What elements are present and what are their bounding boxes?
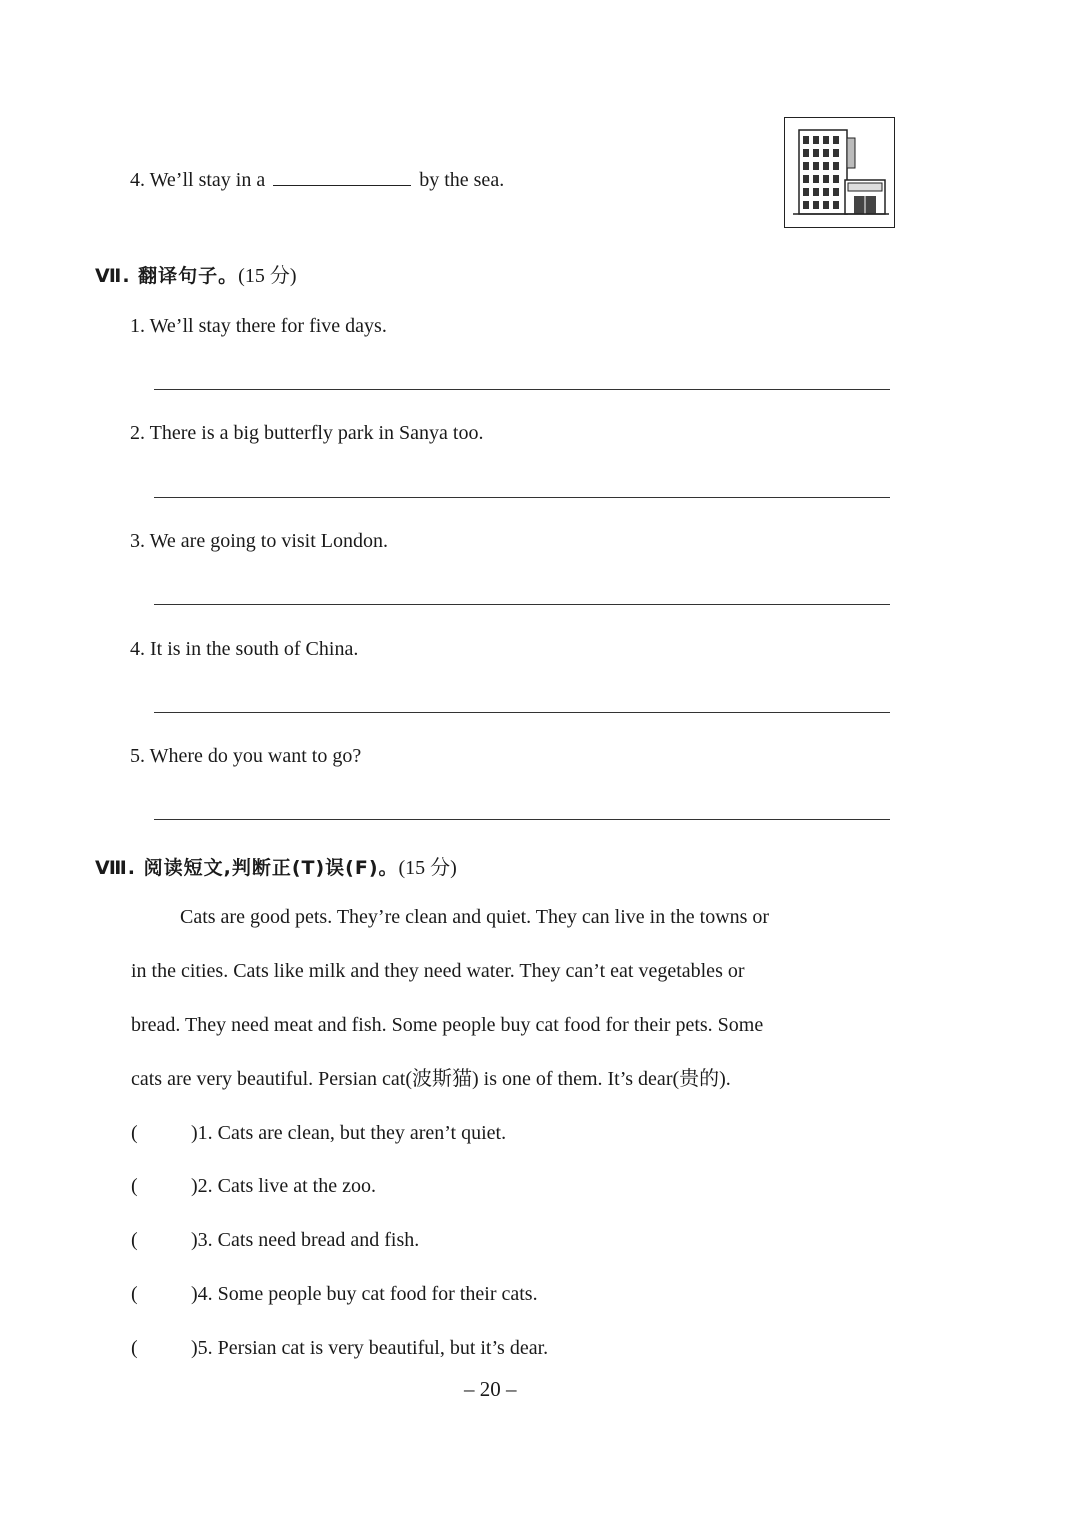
- fill-question-prefix: 4. We’ll stay in a: [130, 169, 266, 191]
- section-7-score: (15 分): [238, 265, 297, 287]
- hotel-building-icon: [784, 117, 895, 228]
- answer-paren[interactable]: (: [131, 1283, 138, 1305]
- translate-sentence-1: 1. We’ll stay there for five days.: [130, 315, 387, 337]
- tf-statement-text: 3. Cats need bread and fish.: [197, 1229, 420, 1251]
- tf-statement-5: ( )5. Persian cat is very beautiful, but it’s dear.: [131, 1337, 549, 1359]
- tf-statement-text: 5. Persian cat is very beautiful, but it’s dear.: [197, 1337, 549, 1359]
- section-8-score: (15 分): [398, 857, 457, 879]
- tf-statement-3: ( )3. Cats need bread and fish.: [131, 1229, 420, 1251]
- translate-sentence-5: 5. Where do you want to go?: [130, 745, 362, 767]
- tf-statement-text: 4. Some people buy cat food for their cats.: [197, 1283, 538, 1305]
- answer-line-4[interactable]: [154, 712, 890, 713]
- tf-statement-text: 2. Cats live at the zoo.: [197, 1175, 376, 1197]
- answer-paren[interactable]: (: [131, 1122, 138, 1144]
- translate-sentence-4: 4. It is in the south of China.: [130, 638, 359, 660]
- answer-paren[interactable]: (: [131, 1337, 138, 1359]
- page-number: – 20 –: [464, 1377, 517, 1401]
- tf-statement-text: 1. Cats are clean, but they aren’t quiet.: [197, 1122, 507, 1144]
- tf-statement-4: ( )4. Some people buy cat food for their cats.: [131, 1283, 538, 1305]
- answer-line-1[interactable]: [154, 389, 890, 390]
- fill-question-4: [130, 167, 504, 192]
- passage-line-3: bread. They need meat and fish. Some people buy cat food for their pets. Some: [131, 1014, 764, 1036]
- translate-sentence-3: 3. We are going to visit London.: [130, 530, 388, 552]
- translate-sentence-2: 2. There is a big butterfly park in Sanya too.: [130, 422, 484, 444]
- section-7-title: Ⅶ. 翻译句子。: [95, 265, 239, 287]
- tf-statement-2: ( )2. Cats live at the zoo.: [131, 1175, 376, 1197]
- answer-paren[interactable]: (: [131, 1229, 138, 1251]
- passage-line-2: in the cities. Cats like milk and they need water. They can’t eat vegetables or: [131, 960, 745, 982]
- answer-paren[interactable]: (: [131, 1175, 138, 1197]
- answer-line-3[interactable]: [154, 604, 890, 605]
- answer-line-2[interactable]: [154, 497, 890, 498]
- passage-line-4: cats are very beautiful. Persian cat(波斯猫) is one of them. It’s dear(贵的).: [131, 1068, 731, 1090]
- fill-blank[interactable]: [273, 167, 411, 186]
- section-8-heading: [95, 851, 457, 880]
- section-7-heading: [95, 259, 297, 288]
- answer-line-5[interactable]: [154, 819, 890, 820]
- fill-question-suffix: by the sea.: [419, 169, 505, 191]
- section-8-title: Ⅷ. 阅读短文,判断正(T)误(F)。: [95, 857, 399, 879]
- passage-line-1: Cats are good pets. They’re clean and quiet. They can live in the towns or: [180, 906, 770, 928]
- tf-statement-1: ( )1. Cats are clean, but they aren’t quiet.: [131, 1122, 507, 1144]
